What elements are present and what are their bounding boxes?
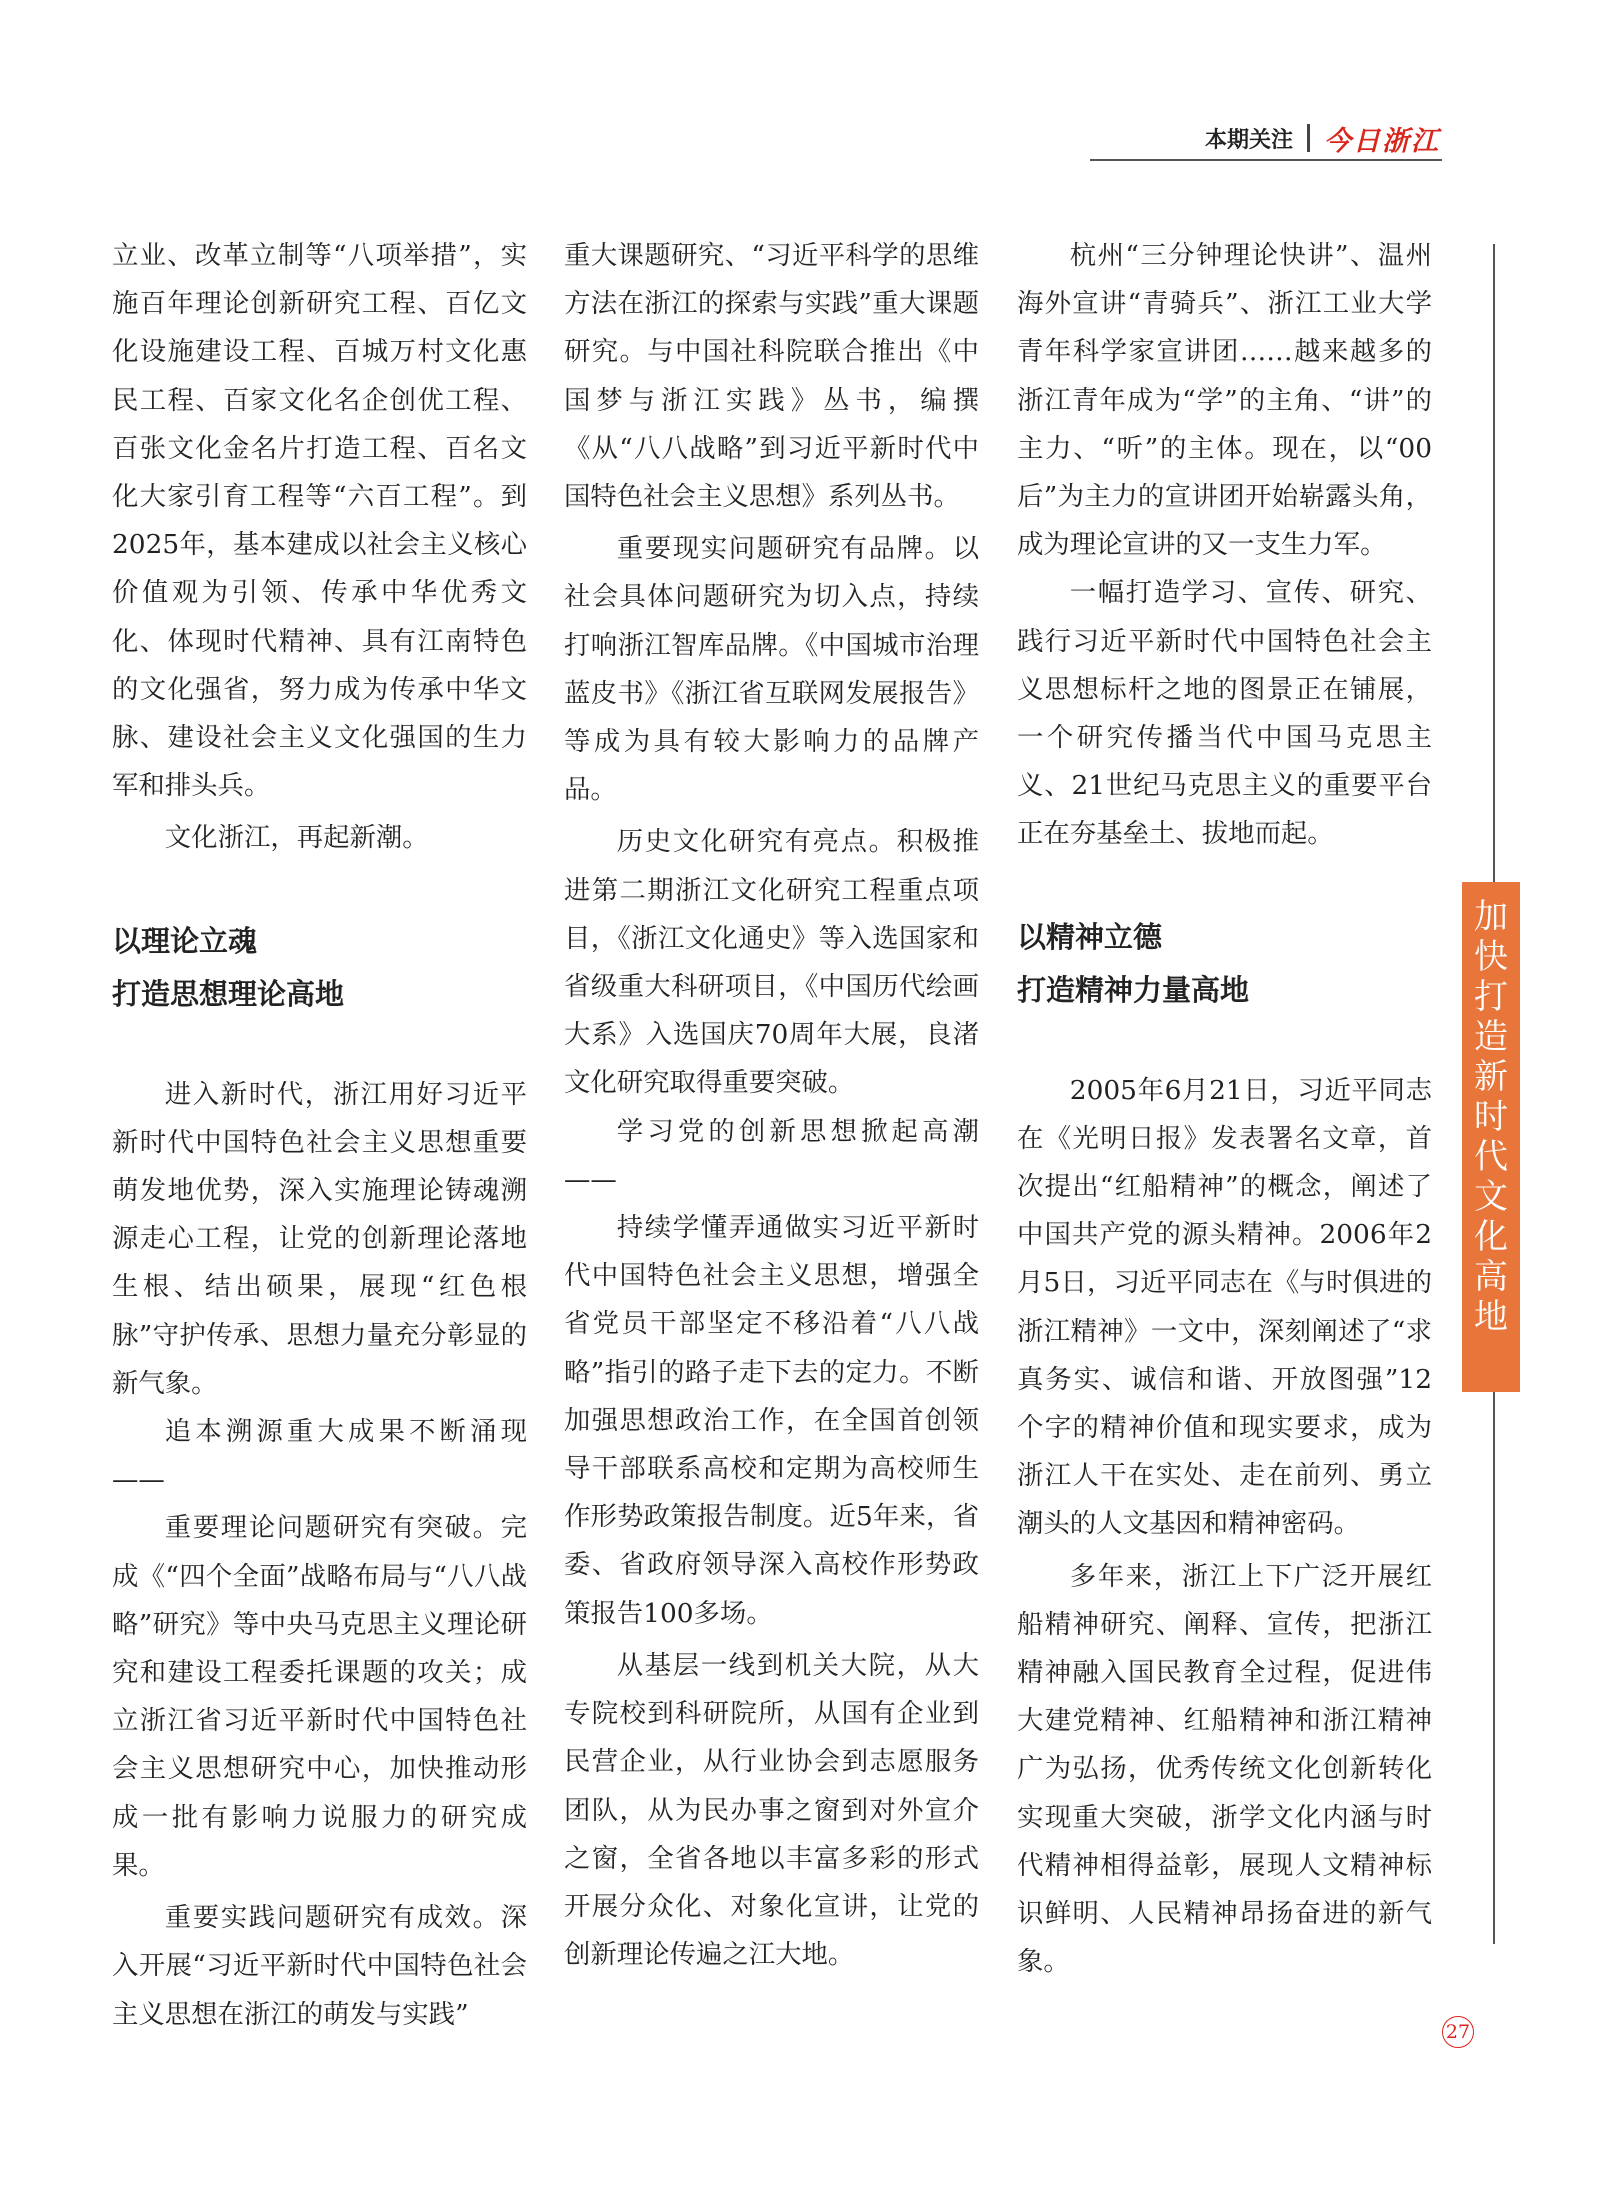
side-title: 加快打造新时代文化高地 [1474,897,1508,1337]
paragraph: 一幅打造学习、宣传、研究、践行习近平新时代中国特色社会主义思想标杆之地的图景正在铺展，一个研究传播当代中国马克思主义、21世纪马克思主义的重要平台正在夯基垒土、拔地而起。 [1017,577,1432,850]
header-rule [1090,159,1442,161]
page-number: 27 [1442,2016,1474,2048]
article-column-3 [1017,232,1432,1987]
paragraph: 重大课题研究、“习近平科学的思维方法在浙江的探索与实践”重大课题研究。与中国社科院联合推出《中国梦与浙江实践》丛书，编撰《从“八八战略”到习近平新时代中国特色社会主义思想》系列丛书。 [564,240,979,513]
article-column-1 [112,232,527,2039]
section-subheading: 打造精神力量高地 [1017,972,1250,1007]
paragraph: 杭州“三分钟理论快讲”、温州海外宣讲“青骑兵”、浙江工业大学青年科学家宣讲团……越来越多的浙江青年成为“学”的主角、“讲”的主力、“听”的主体。现在，以“00后”为主力的宣讲团开始崭露头角，成为理论宣讲的又一支生力军。 [1017,240,1432,561]
paragraph: 重要实践问题研究有成效。深入开展“习近平新时代中国特色社会主义思想在浙江的萌发与实践” [112,1902,527,2030]
paragraph: 学习党的创新思想掀起高潮—— [564,1115,979,1195]
paragraph: 多年来，浙江上下广泛开展红船精神研究、阐释、宣传，把浙江精神融入国民教育全过程，促进伟大建党精神、红船精神和浙江精神广为弘扬，优秀传统文化创新转化实现重大突破，浙学文化内涵与时代精神相得益彰，展现人文精神标识鲜明、人民精神昂扬奋进的新气象。 [1017,1560,1432,1978]
paragraph: 重要理论问题研究有突破。完成《“四个全面”战略布局与“八八战略”研究》等中央马克思主义理论研究和建设工程委托课题的攻关；成立浙江省习近平新时代中国特色社会主义思想研究中心，加快推动形成一批有影响力说服力的研究成果。 [112,1512,527,1881]
header-divider [1307,124,1310,152]
paragraph: 文化浙江，再起新潮。 [164,822,429,854]
paragraph: 从基层一线到机关大院，从大专院校到科研院所，从国有企业到民营企业，从行业协会到志愿服务团队，从为民办事之窗到对外宣介之窗，全省各地以丰富多彩的形式开展分众化、对象化宣讲，让党的创新理论传遍之江大地。 [564,1649,979,1971]
paragraph: 历史文化研究有亮点。积极推进第二期浙江文化研究工程重点项目，《浙江文化通史》等入选国家和省级重大科研项目，《中国历代绘画大系》入选国庆70周年大展，良渚文化研究取得重要突破。 [564,826,979,1099]
section-heading: 以精神立德 [1017,919,1163,954]
section-subheading: 打造思想理论高地 [112,976,345,1011]
page-header [1205,118,1440,158]
paragraph: 追本溯源重大成果不断涌现—— [112,1416,527,1496]
paragraph: 立业、改革立制等“八项举措”，实施百年理论创新研究工程、百亿文化设施建设工程、百城万村文化惠民工程、百家文化名企创优工程、百张文化金名片打造工程、百名文化大家引育工程等“六百工程”。到2025年，基本建成以社会主义核心价值观为引领、传承中华优秀文化、体现时代精神、具有江南特色的文化强省，努力成为传承中华文脉、建设社会主义文化强国的生力军和排头兵。 [112,240,527,802]
paragraph: 2005年6月21日，习近平同志在《光明日报》发表署名文章，首次提出“红船精神”的概念，阐述了中国共产党的源头精神。2006年2月5日，习近平同志在《与时俱进的浙江精神》一文中，深刻阐述了“求真务实、诚信和谐、开放图强”12个字的精神价值和现实要求，成为浙江人干在实处、走在前列、勇立潮头的人文基因和精神密码。 [1017,1074,1432,1540]
magazine-logo: 今日浙江 [1324,125,1440,157]
article-column-2 [564,232,979,1979]
paragraph: 重要现实问题研究有品牌。以社会具体问题研究为切入点，持续打响浙江智库品牌。《中国城市治理蓝皮书》《浙江省互联网发展报告》等成为具有较大影响力的品牌产品。 [564,533,979,806]
section-heading: 以理论立魂 [112,923,258,958]
paragraph: 进入新时代，浙江用好习近平新时代中国特色社会主义思想重要萌发地优势，深入实施理论铸魂溯源走心工程，让党的创新理论落地生根、结出硕果，展现“红色根脉”守护传承、思想力量充分彰显的新气象。 [112,1078,527,1399]
section-label: 本期关注 [1204,127,1293,153]
paragraph: 持续学懂弄通做实习近平新时代中国特色社会主义思想，增强全省党员干部坚定不移沿着“八八战略”指引的路子走下去的定力。不断加强思想政治工作，在全国首创领导干部联系高校和定期为高校师生作形势政策报告制度。近5年来，省委、省政府领导深入高校作形势政策报告100多场。 [564,1212,979,1629]
